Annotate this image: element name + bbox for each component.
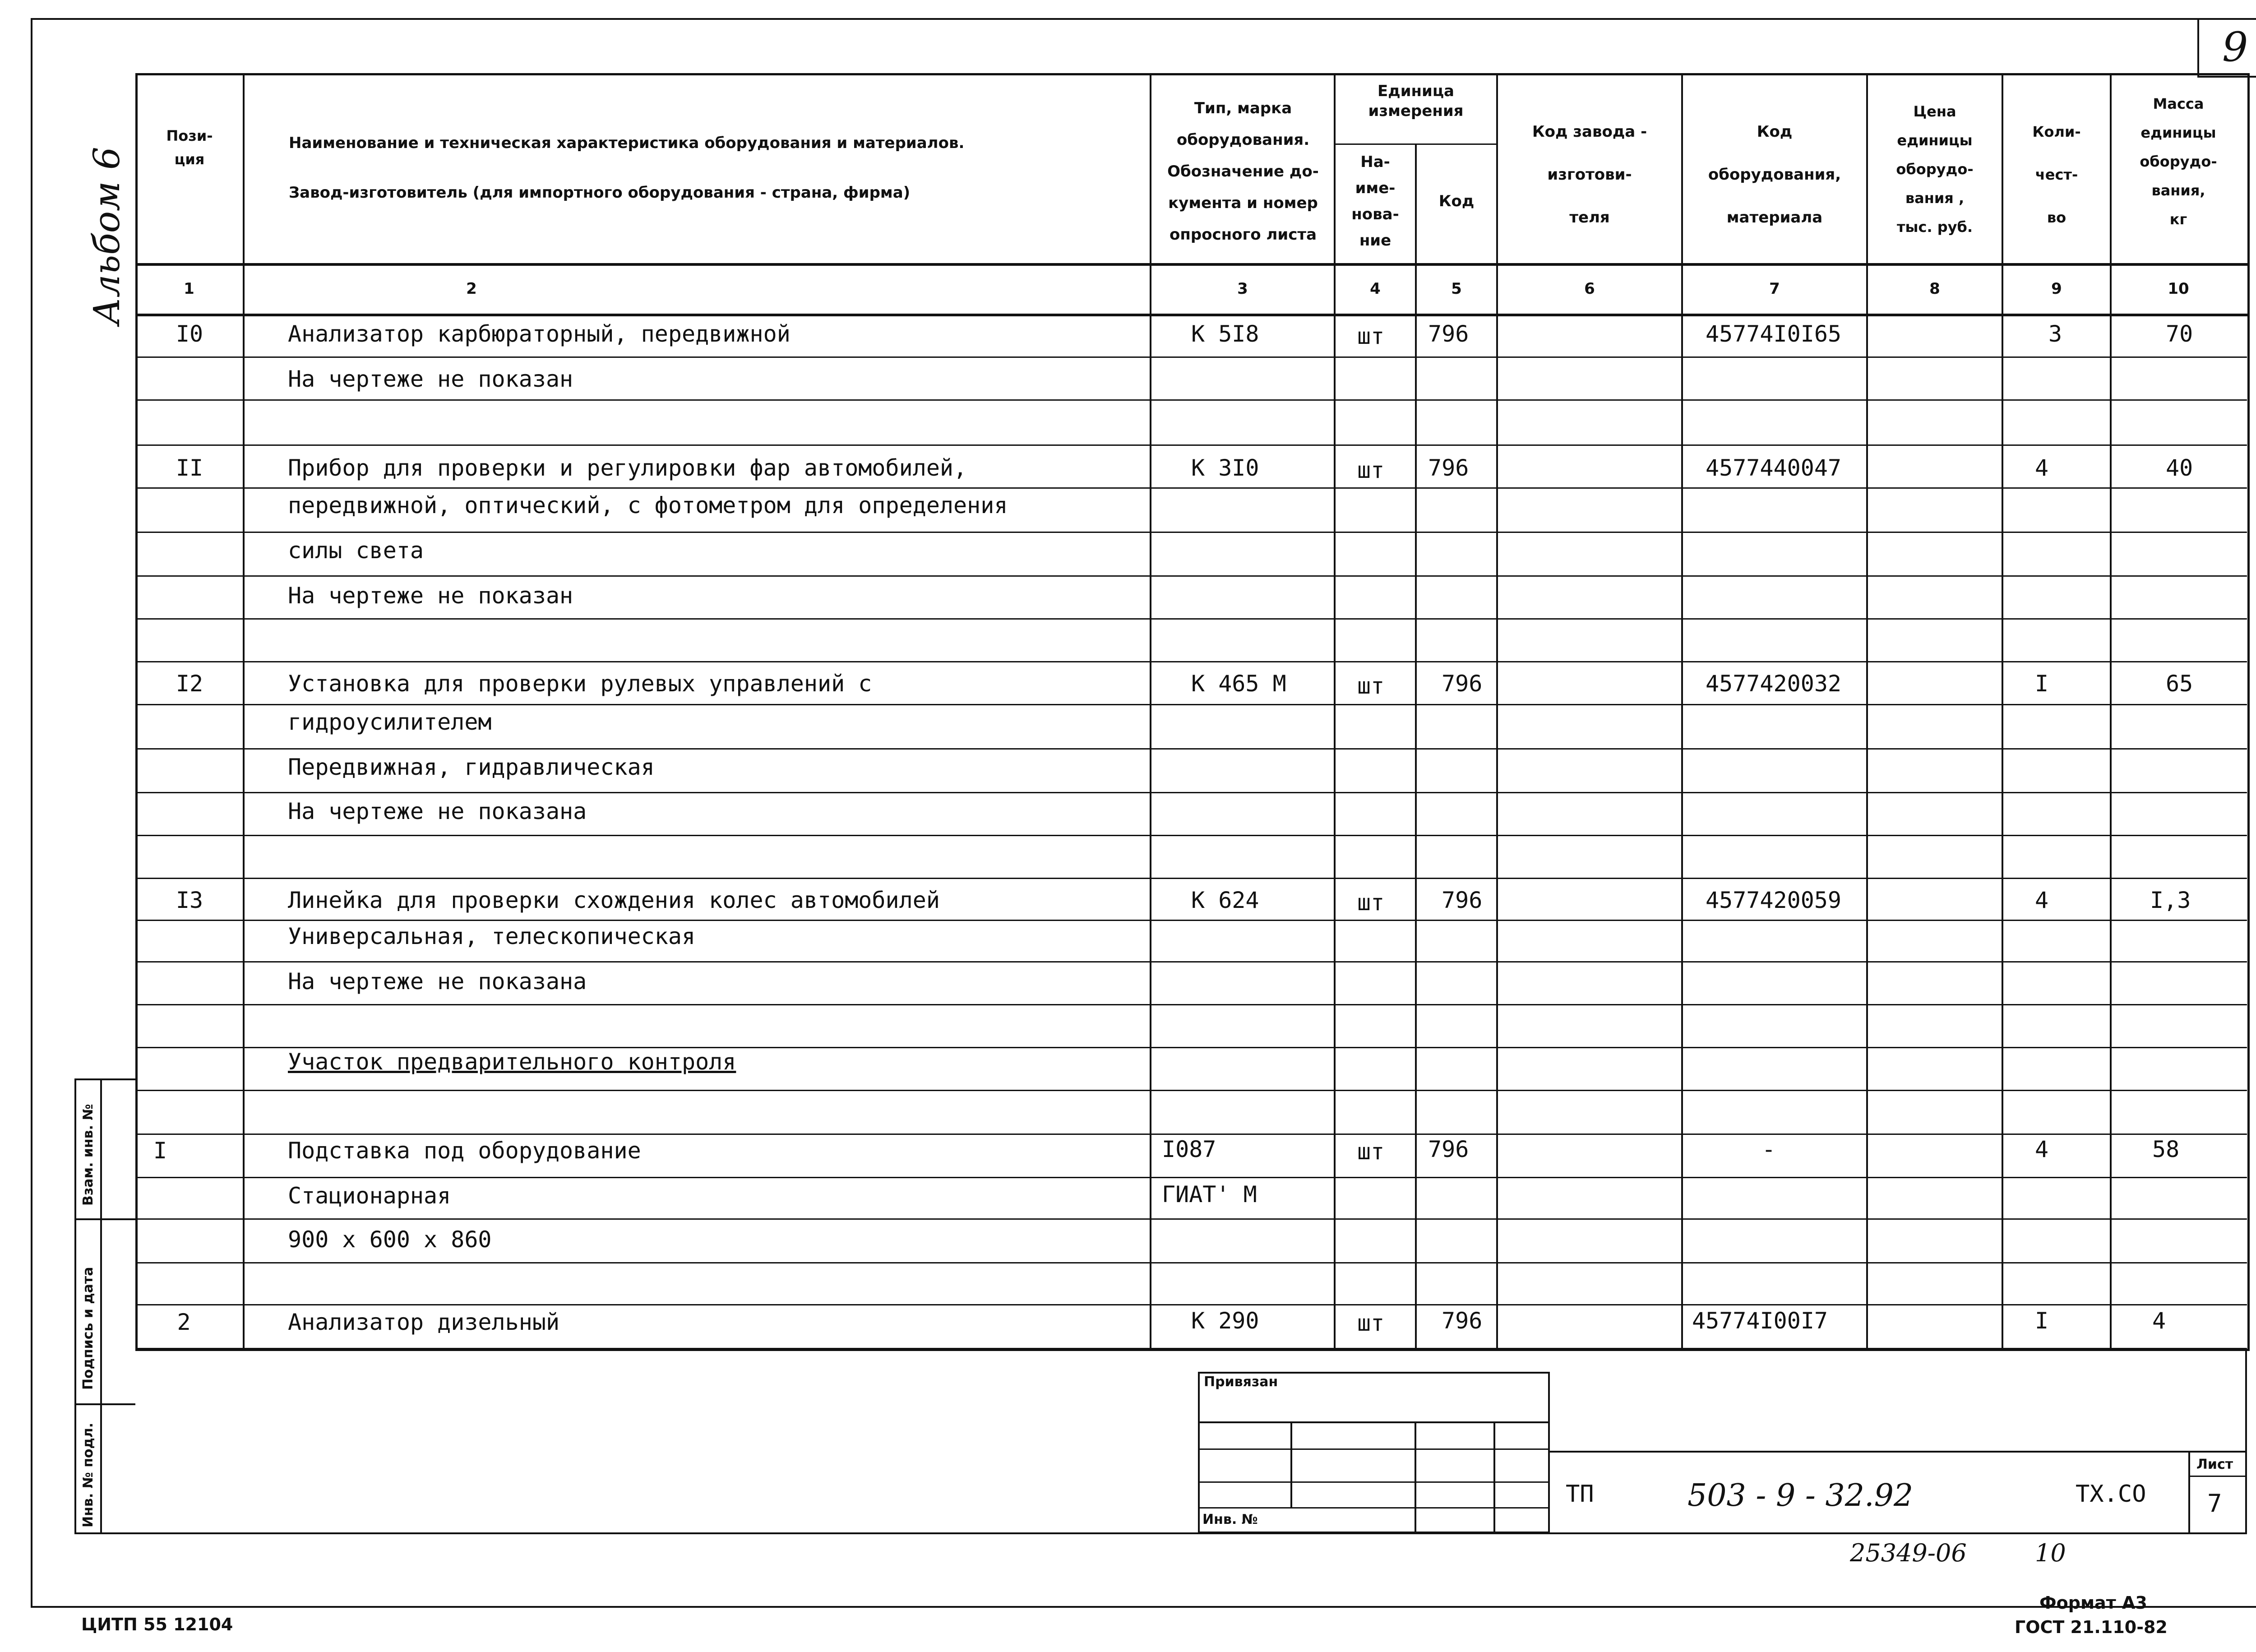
equip-code-cell: 4577440047 (1706, 455, 1842, 481)
mass-cell: 40 (2166, 455, 2193, 481)
doc-number: 503 - 9 - 32.92 (1687, 1478, 1914, 1513)
name-cell: Установка для проверки рулевых управлений с (288, 671, 872, 697)
row-line (135, 878, 2247, 879)
qty-cell: 4 (2035, 1136, 2049, 1162)
signature-date-label: Подпись и дата (80, 1267, 96, 1390)
name-cell: Анализатор карбюраторный, передвижной (288, 321, 791, 347)
pos-cell: II (176, 455, 203, 481)
type-cell: К 3I0 (1191, 455, 1259, 481)
name-cell: гидроусилителем (288, 709, 492, 735)
name-cell: Стационарная (288, 1183, 451, 1209)
pos-cell: I2 (176, 671, 203, 697)
colnum-7: 7 (1769, 280, 1780, 298)
title-col (1415, 1421, 1416, 1533)
name-cell: На чертеже не показан (288, 583, 573, 609)
unit-code-cell: 796 (1428, 321, 1469, 347)
mass-cell: 70 (2166, 321, 2193, 347)
equip-code-cell: 4577420032 (1706, 671, 1842, 697)
pos-cell: 2 (177, 1309, 191, 1335)
mass-cell: 58 (2152, 1136, 2180, 1162)
gost-label: ГОСТ 21.110-82 (2015, 1617, 2168, 1637)
name-cell: силы света (288, 537, 424, 564)
row-line (135, 1090, 2247, 1091)
row-line (135, 792, 2247, 793)
album-label: Альбом 6 (86, 147, 128, 325)
qty-cell: 4 (2035, 887, 2049, 913)
doc-mark: ТХ.СО (2076, 1481, 2146, 1508)
row-line (135, 1177, 2247, 1178)
colnum-8: 8 (1929, 280, 1940, 298)
hdr-type: Тип, марка оборудования. Обозначение до- кумента и номер опросного листа (1167, 99, 1319, 244)
row-line (135, 575, 2247, 577)
colnum-4: 4 (1370, 280, 1381, 298)
row-line (135, 961, 2247, 963)
equip-code-cell: 45774I00I7 (1692, 1308, 1828, 1334)
pos-cell: I (153, 1138, 167, 1164)
unit-code-cell: 796 (1428, 455, 1469, 481)
title-line (1198, 1481, 1550, 1483)
hdr-price: Цена единицы оборудо- вания , тыс. руб. (1896, 103, 1974, 236)
colnum-2: 2 (466, 280, 477, 298)
type-cell: ГИАТ' М (1162, 1181, 1257, 1208)
row-line (135, 399, 2247, 401)
equip-code-cell: 45774I0I65 (1706, 321, 1842, 347)
archive-count: 10 (2035, 1539, 2066, 1567)
row-line (135, 1134, 2247, 1135)
hdr-unit-code: Код (1438, 192, 1475, 210)
hdr-equip-code: Код оборудования, материала (1708, 123, 1841, 227)
hdr-unit-group: Единица измерения (1368, 82, 1464, 120)
tp-label: ТП (1566, 1481, 1594, 1508)
row-line (135, 444, 2247, 446)
col-line (1866, 73, 1868, 1350)
name-cell: На чертеже не показана (288, 798, 587, 824)
hdr-plant-code: Код завода - изготови- теля (1532, 123, 1647, 227)
row-line (135, 618, 2247, 620)
unit-code-cell: 796 (1428, 1136, 1469, 1162)
name-cell: Универсальная, телескопическая (288, 923, 696, 949)
unit-cell: шт (1357, 673, 1385, 699)
unit-code-cell: 796 (1442, 887, 1483, 913)
unit-cell: шт (1357, 323, 1385, 349)
row-line (135, 1218, 2247, 1220)
format-label: Формат А3 (2039, 1593, 2147, 1613)
table-right-extension (2245, 1349, 2247, 1534)
row-line (135, 661, 2247, 662)
qty-cell: I (2035, 1308, 2049, 1334)
col-line (1415, 143, 1417, 1350)
row-line (135, 704, 2247, 705)
mass-cell: 65 (2166, 671, 2193, 697)
pos-cell: I0 (176, 321, 203, 347)
row-line (135, 487, 2247, 489)
type-cell: К 290 (1191, 1308, 1259, 1334)
sheet-box-line (2188, 1476, 2247, 1477)
colnum-9: 9 (2051, 280, 2062, 298)
row-line (135, 356, 2247, 358)
title-row-line (1550, 1451, 2247, 1453)
col-line (2002, 73, 2003, 1350)
inv-no-label: Инв. № (1202, 1512, 1258, 1527)
row-line (135, 920, 2247, 921)
row-line (135, 748, 2247, 750)
name-cell: Подставка под оборудование (288, 1138, 641, 1164)
type-cell: I087 (1162, 1136, 1216, 1162)
col-line (1334, 73, 1336, 1350)
row-line (135, 835, 2247, 836)
colnum-5: 5 (1451, 280, 1462, 298)
left-stamp-divider (100, 1078, 102, 1534)
footer-citp: ЦИТП 55 12104 (81, 1615, 233, 1634)
sheet-box-left (2188, 1451, 2190, 1534)
unit-cell: шт (1357, 1138, 1385, 1165)
title-col (1493, 1421, 1495, 1533)
unit-code-cell: 796 (1442, 1308, 1483, 1334)
equip-code-cell: - (1762, 1136, 1776, 1162)
row-line (135, 1304, 2247, 1305)
mass-cell: 4 (2152, 1308, 2166, 1334)
col-line (1150, 73, 1151, 1350)
unit-cell: шт (1357, 889, 1385, 916)
table-bottom-line (135, 1348, 2247, 1351)
row-line (135, 1004, 2247, 1005)
name-cell: Прибор для проверки и регулировки фар автомобилей, (288, 455, 967, 481)
unit-cell: шт (1357, 457, 1385, 483)
colnum-10: 10 (2168, 280, 2189, 298)
left-stamp-bottom (74, 1532, 2247, 1534)
colnum-6: 6 (1584, 280, 1595, 298)
archive-number: 25349-06 (1850, 1539, 1967, 1567)
title-line (1198, 1448, 1550, 1450)
row-line (135, 532, 2247, 533)
privyazan-box (1198, 1372, 1550, 1533)
section-title: Участок предварительного контроля (288, 1049, 736, 1075)
left-stamp-line (74, 1218, 135, 1220)
qty-cell: 3 (2048, 321, 2062, 347)
privyazan-label: Привязан (1204, 1374, 1278, 1390)
row-line (135, 1047, 2247, 1048)
header-line (135, 263, 2249, 266)
unit-code-cell: 796 (1442, 671, 1483, 697)
inv-original-label: Инв. № подл. (80, 1422, 96, 1527)
title-line (1198, 1507, 1550, 1509)
unit-cell: шт (1357, 1310, 1385, 1336)
sheet-number: 7 (2207, 1489, 2222, 1518)
name-cell: Анализатор дизельный (288, 1309, 560, 1335)
replace-inv-label: Взам. инв. № (80, 1104, 96, 1206)
name-cell: На чертеже не показан (288, 366, 573, 392)
type-cell: К 5I8 (1191, 321, 1259, 347)
title-col (1290, 1421, 1292, 1507)
name-cell: передвижной, оптический, с фотометром для определения (288, 492, 1008, 518)
name-cell: 900 x 600 x 860 (288, 1226, 492, 1253)
qty-cell: 4 (2035, 455, 2049, 481)
type-cell: К 465 М (1191, 671, 1286, 697)
qty-cell: I (2035, 671, 2049, 697)
hdr-mass: Масса единицы оборудо- вания, кг (2140, 95, 2217, 228)
name-cell: Передвижная, гидравлическая (288, 754, 655, 780)
hdr-unit-name: На- име- нова- ние (1351, 153, 1399, 250)
hdr-name: Наименование и техническая характеристика оборудования и материалов. Завод-изготовитель (для импортного оборудования - страна, фирма) (289, 134, 965, 202)
colnum-3: 3 (1237, 280, 1248, 298)
colnum-line (135, 314, 2249, 316)
corner-number: 9 (2222, 23, 2248, 71)
col-line (1496, 73, 1498, 1350)
type-cell: К 624 (1191, 887, 1259, 913)
hdr-qty: Коли- чест- во (2032, 123, 2081, 226)
sheet-label: Лист (2196, 1457, 2233, 1472)
row-line (135, 1262, 2247, 1263)
col-line (1681, 73, 1683, 1350)
left-stamp-line (74, 1403, 135, 1405)
equip-code-cell: 4577420059 (1706, 887, 1842, 913)
col-line (2110, 73, 2112, 1350)
name-cell: На чертеже не показана (288, 968, 587, 995)
pos-cell: I3 (176, 887, 203, 913)
col-line (243, 73, 245, 1350)
mass-cell: I,3 (2150, 887, 2191, 913)
hdr-position: Пози- ция (166, 127, 213, 168)
colnum-1: 1 (184, 280, 194, 298)
name-cell: Линейка для проверки схождения колес автомобилей (288, 887, 940, 913)
title-line (1198, 1421, 1550, 1423)
